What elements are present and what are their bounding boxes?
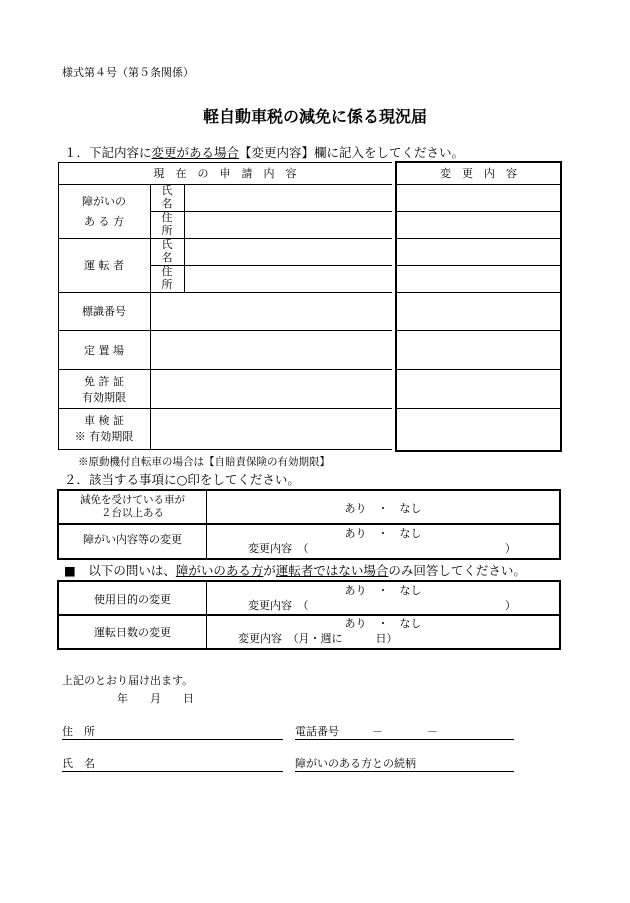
section3-underline2: 運転者ではない場合 — [275, 563, 389, 578]
change-field-disabled-name[interactable] — [397, 185, 560, 211]
section1-num: １． — [64, 145, 90, 160]
disability-change-choice[interactable]: あり ・ なし — [344, 527, 422, 540]
address-label: 住 所 — [62, 725, 95, 738]
multiple-vehicles-line1: 減免を受けている車が — [80, 494, 185, 506]
disabled-person-label-line1: 障がいの — [82, 195, 126, 208]
section3-heading — [64, 563, 526, 578]
square-bullet-icon: ■ — [64, 563, 76, 578]
usage-purpose-choice[interactable]: あり ・ なし — [344, 584, 422, 597]
change-field-license-expiry[interactable] — [397, 370, 560, 408]
disability-change-close: ） — [505, 542, 516, 555]
phone-label: 電話番号 － － — [295, 725, 438, 738]
license-line2: 有効期限 — [82, 390, 126, 404]
section1-post: 【変更内容】欄に記入をしてください。 — [239, 145, 465, 160]
name-char-3: 氏 — [161, 238, 173, 251]
change-field-inspection-expiry[interactable] — [397, 409, 560, 447]
address-label-1 — [150, 212, 184, 237]
page-title: 軽自動車税の減免に係る現況届 — [202, 107, 427, 126]
multiple-vehicles-line2: ２台以上ある — [101, 507, 164, 520]
date-field[interactable]: 年 月 日 — [117, 692, 194, 705]
section3-underline1: 障がいのある方 — [175, 563, 264, 578]
name-char-2: 名 — [161, 196, 173, 210]
current-content-header: 現 在 の 申 請 内 容 — [153, 167, 297, 180]
change-field-parking-location[interactable] — [397, 331, 560, 369]
section2-heading: ２．該当する事項に○印をしてください。 — [64, 472, 300, 487]
relation-line[interactable] — [295, 771, 514, 772]
name-line[interactable] — [62, 771, 283, 772]
driver-label: 運 転 者 — [84, 259, 124, 272]
driving-days-content[interactable]: 変更内容 （月・週に 日） — [238, 632, 398, 645]
disability-change-content[interactable]: 変更内容 （ — [248, 542, 309, 555]
section3-pre: 以下の問いは、 — [88, 563, 176, 578]
addr-char-4: 所 — [161, 277, 173, 291]
change-field-disabled-address[interactable] — [397, 212, 560, 238]
disabled-person-label — [58, 195, 150, 229]
license-expiry-label — [58, 375, 150, 405]
change-content-header: 変 更 内 容 — [440, 167, 517, 180]
change-field-plate-number[interactable] — [397, 293, 560, 330]
multiple-vehicles-choice[interactable]: あり ・ なし — [344, 502, 422, 515]
form-number: 様式第４号（第５条関係） — [62, 66, 194, 79]
addr-char-1: 住 — [161, 211, 173, 224]
address-label-2 — [150, 266, 184, 291]
moped-note: ※原動機付自転車の場合は【自賠責保険の有効期限】 — [78, 456, 330, 468]
usage-purpose-content[interactable]: 変更内容 （ — [248, 599, 309, 612]
name-char-4: 名 — [161, 250, 173, 264]
plate-number-label: 標識番号 — [82, 305, 126, 318]
addr-char-3: 住 — [161, 265, 173, 278]
driving-days-label: 運転日数の変更 — [94, 626, 171, 639]
license-line1: 免 許 証 — [84, 375, 124, 388]
change-field-driver-name[interactable] — [397, 239, 560, 265]
parking-location-label: 定 置 場 — [84, 344, 124, 357]
addr-char-2: 所 — [161, 223, 173, 237]
section1-underlined: 変更がある場合 — [151, 145, 240, 160]
inspection-expiry-label — [58, 414, 150, 444]
section1-pre: 下記内容に — [89, 145, 152, 160]
disability-change-label: 障がい内容等の変更 — [83, 533, 182, 546]
relation-label: 障がいのある方との続柄 — [295, 757, 416, 770]
section1-heading — [64, 145, 464, 160]
address-line[interactable] — [62, 739, 283, 740]
usage-purpose-label: 使用目的の変更 — [94, 593, 171, 606]
phone-line[interactable] — [295, 739, 514, 740]
name-label-1 — [150, 185, 184, 210]
usage-purpose-close: ） — [505, 599, 516, 612]
disabled-person-label-line2: あ る 方 — [84, 214, 124, 228]
name-label-2 — [150, 239, 184, 264]
multiple-vehicles-label — [59, 494, 206, 520]
section3-mid: が — [263, 563, 276, 578]
name-char-1: 氏 — [161, 184, 173, 197]
inspection-line1: 車 検 証 — [84, 414, 124, 427]
change-field-driver-address[interactable] — [397, 266, 560, 292]
name-label: 氏 名 — [62, 757, 95, 770]
section3-post: のみ回答してください。 — [388, 563, 526, 578]
driving-days-choice[interactable]: あり ・ なし — [344, 617, 422, 630]
inspection-line2: ※ 有効期限 — [74, 429, 134, 443]
declaration-text: 上記のとおり届け出ます。 — [62, 674, 194, 687]
